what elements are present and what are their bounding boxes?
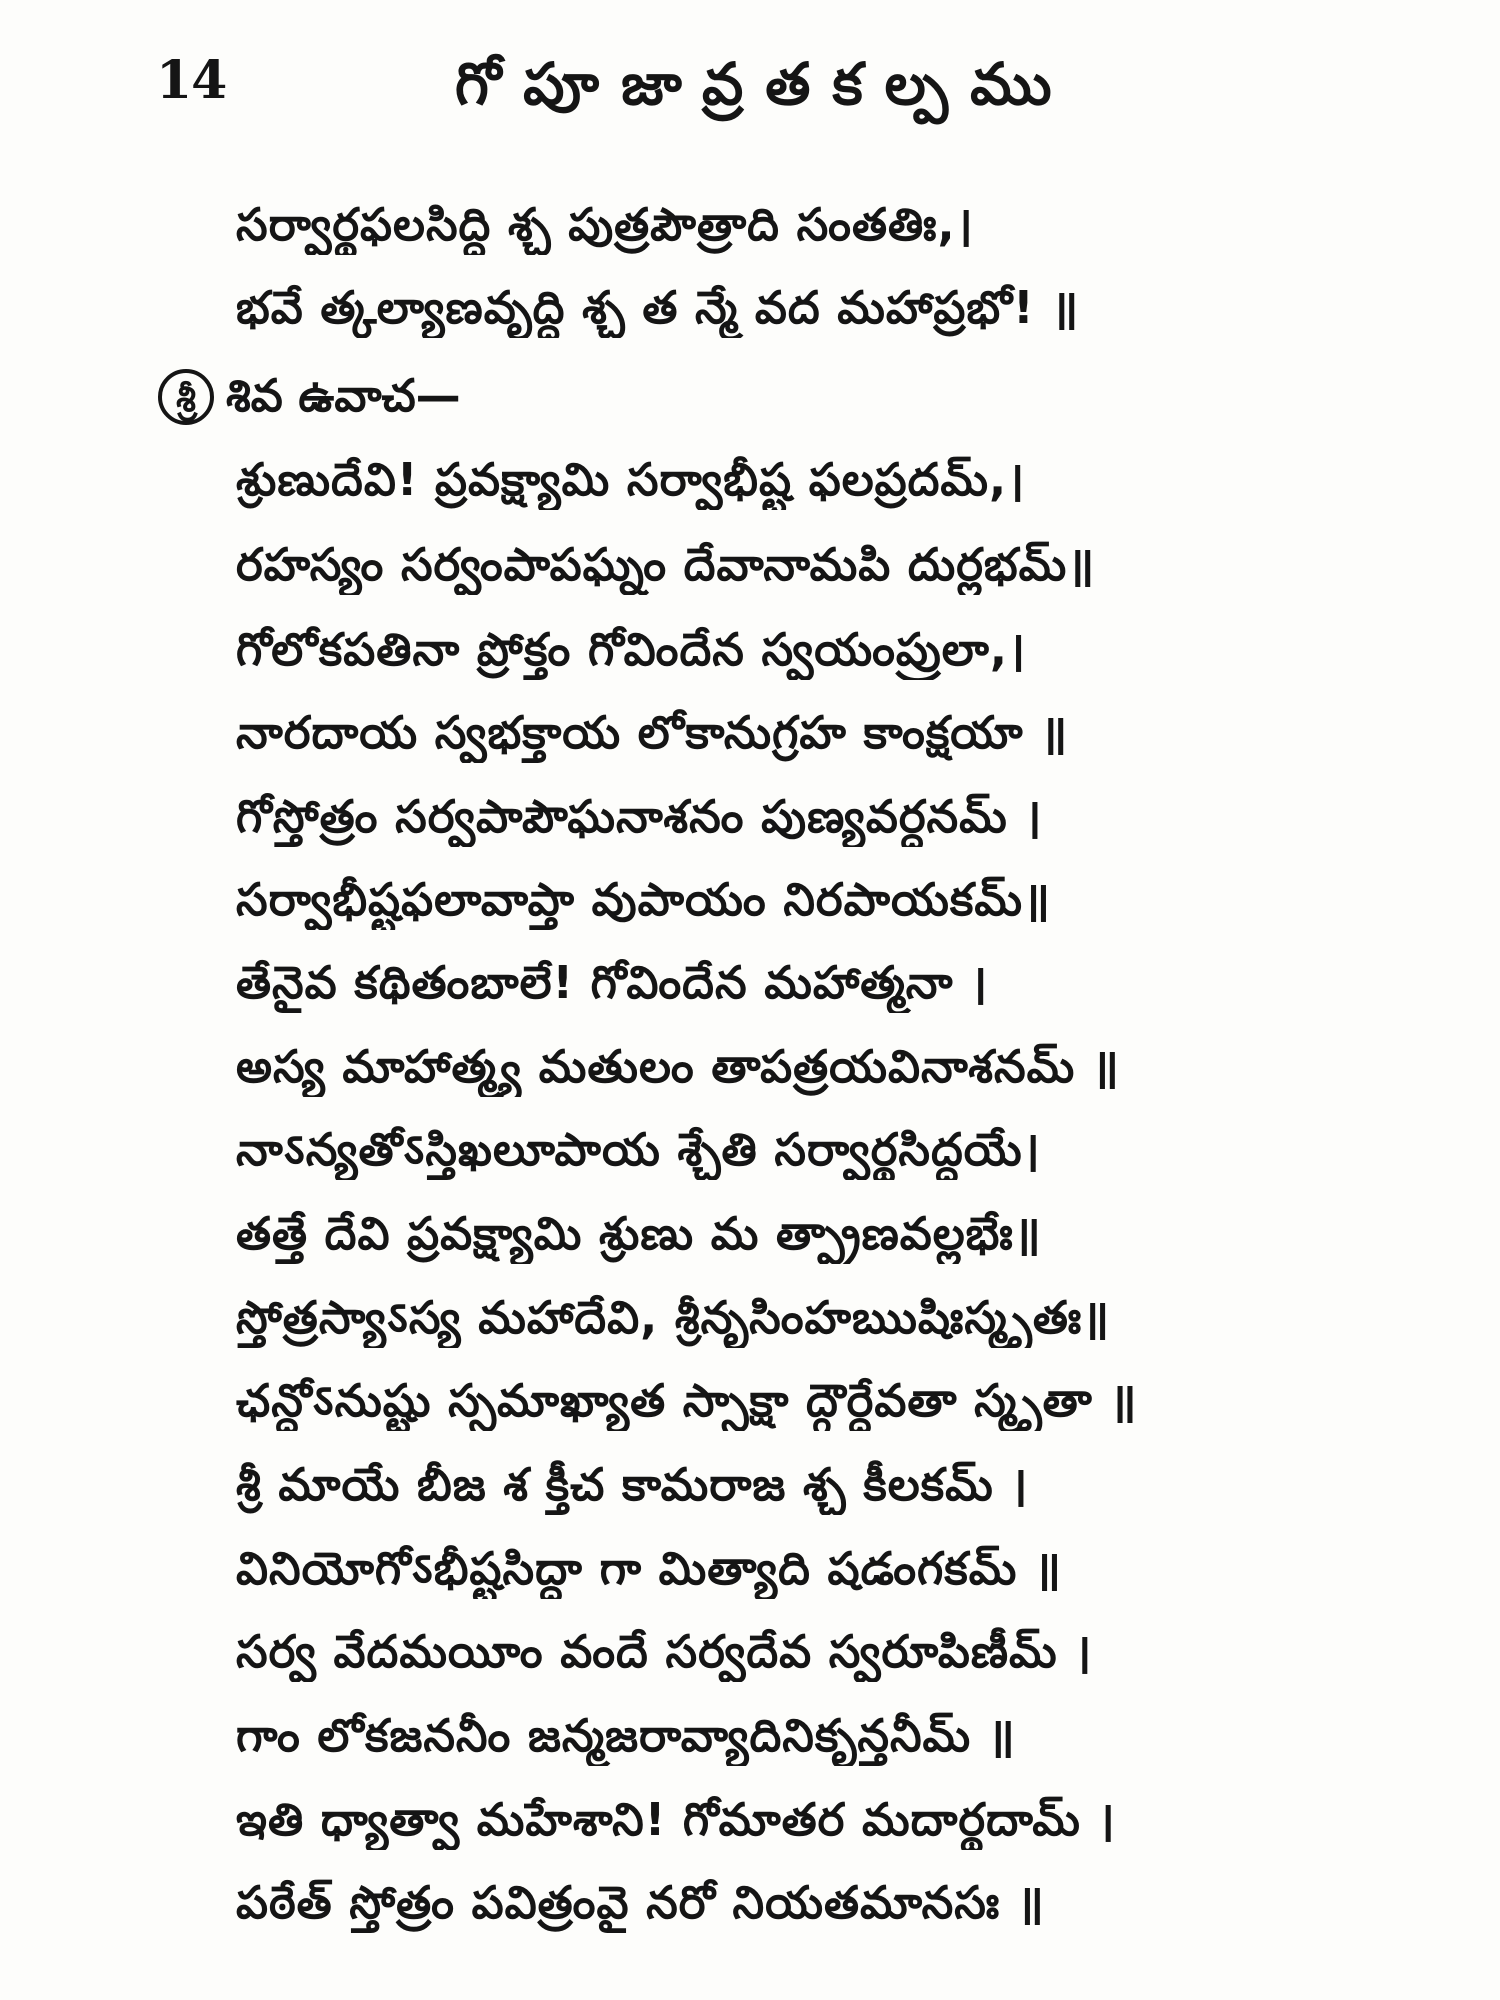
verse-line-3: శ్రుణుదేవి! ప్రవక్ష్యామి సర్వాభీష్ట ఫలప్రదమ్,।	[236, 453, 1026, 506]
verse-line-8: సర్వాభీష్టఫలావాప్తా వుపాయం నిరపాయకమ్॥	[236, 873, 1051, 926]
verse-line-15: శ్రీ మాయే బీజ శ క్తీచ కామరాజ శ్చ కీలకమ్ ।	[236, 1458, 1029, 1511]
verse-line-7: గోస్తోత్రం సర్వపాపౌఘనాశనం పుణ్యవర్ధనమ్ ।	[236, 790, 1043, 843]
sri-mark: శ్రీ	[158, 369, 214, 425]
verse-line-2: భవే త్కల్యాణవృద్ధి శ్చ త న్మే వద మహాప్రభో! ॥	[236, 281, 1080, 334]
verse-line-20: పఠేత్ స్తోత్రం పవిత్రంవై నరో నియతమానసః ॥	[236, 1876, 1045, 1929]
verse-line-14: ఛన్దోऽనుష్టు స్సమాఖ్యాత స్సాక్షా ద్గౌర్దేవతా స్మృతా ॥	[236, 1374, 1138, 1427]
verse-line-19: ఇతి ధ్యాత్వా మహేశాని! గోమాతర మదార్థదామ్ ।	[236, 1793, 1116, 1846]
verse-line-16: వినియోగోऽభీష్టసిద్ధా గా మిత్యాది షడంగకమ్ ॥	[236, 1542, 1063, 1595]
verse-line-1: సర్వార్థఫలసిద్ధి శ్చ పుత్రపౌత్రాది సంతతిః,।	[236, 198, 974, 251]
verse-line-13: స్తోత్రస్యాऽస్య మహాదేవి, శ్రీనృసింహఋషిఃస్మృతః॥	[236, 1291, 1111, 1344]
verse-line-9: తేనైవ కథితంబాలే! గోవిందేన మహాత్మనా ।	[236, 956, 989, 1009]
verse-line-12: తత్తే దేవి ప్రవక్ష్యామి శ్రుణు మ త్ప్రాణవల్లభేః॥	[236, 1207, 1042, 1260]
verse-line-18: గాం లోకజననీం జన్మజరావ్యాదినికృన్తనీమ్ ॥	[236, 1709, 1016, 1762]
verse-line-4: రహస్యం సర్వంపాపఘ్నం దేవానామపి దుర్లభమ్॥	[236, 538, 1096, 591]
verse-line-10: అస్య మాహాత్మ్య మతులం తాపత్రయవినాశనమ్ ॥	[236, 1040, 1120, 1093]
verse-line-17: సర్వ వేదమయీం వందే సర్వదేవ స్వరూపిణీమ్ ।	[236, 1625, 1093, 1678]
verse-line-6: నారదాయ స్వభక్తాయ లోకానుగ్రహ కాంక్షయా ॥	[236, 706, 1069, 759]
running-title: గోపూజావ్రతకల్పము	[455, 50, 1074, 118]
verse-line-11: నాऽన్యతోऽస్తిఖలూపాయ శ్చేతి సర్వార్థసిద్ధయే।	[236, 1123, 1041, 1176]
speaker-label: శివ ఉవాచ—	[226, 369, 461, 422]
verse-line-5: గోలోకపతినా ప్రోక్తం గోవిందేన స్వయంప్రులా,।	[236, 623, 1027, 676]
page-number: 14	[156, 50, 227, 111]
speaker-heading	[158, 366, 461, 426]
